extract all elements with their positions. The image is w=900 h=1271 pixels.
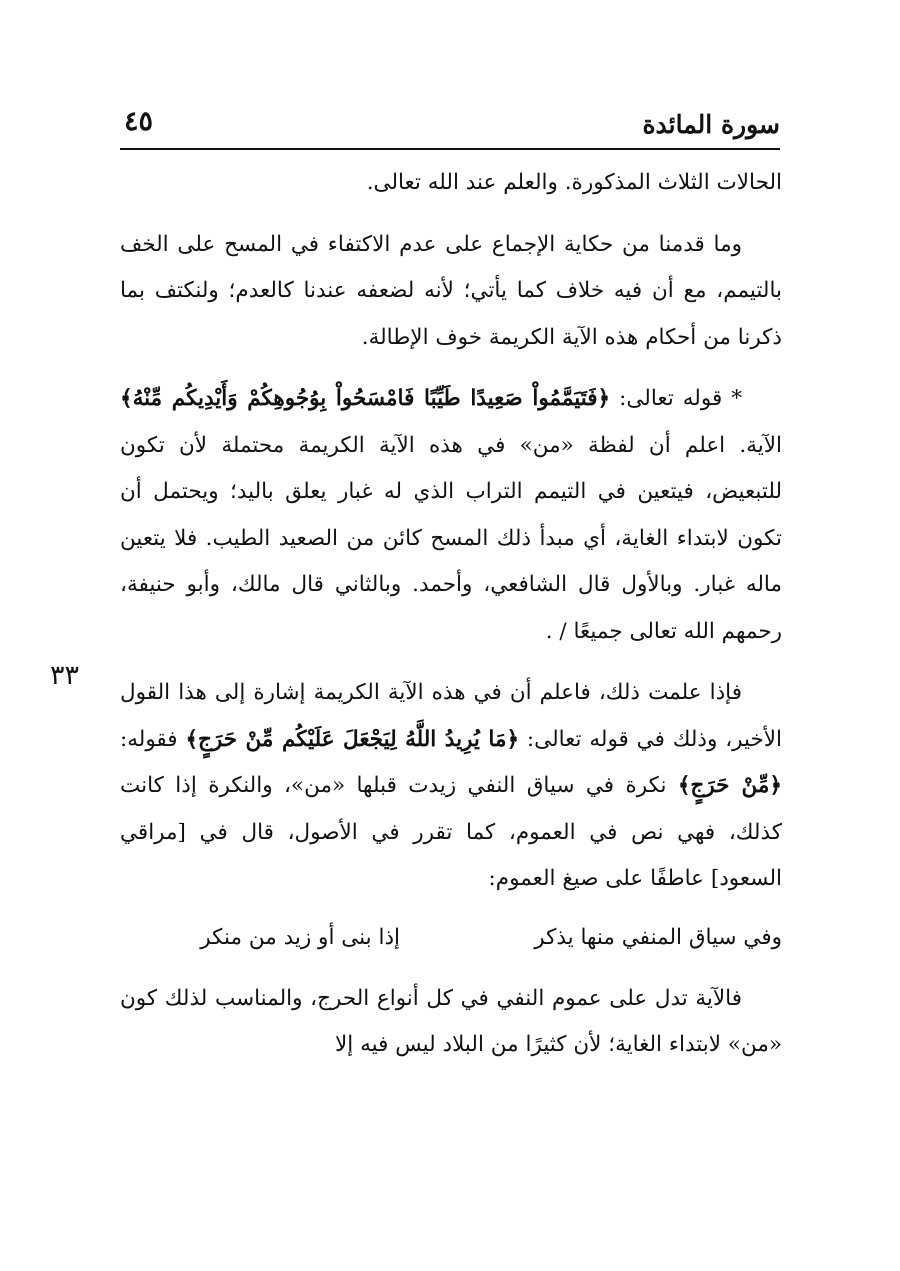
paragraph-4 bbox=[120, 670, 782, 903]
surah-title: سورة المائدة bbox=[642, 110, 780, 139]
quran-verse: ﴿فَتَيَمَّمُواْ صَعِيدًا طَيِّبًا فَامْسَحُواْ بِوُجُوهِكُمْ وَأَيْدِيكُم مِّنْهُ﴾ bbox=[120, 386, 611, 411]
verse-hemistich-2: إذا بنى أو زيد من منكر bbox=[200, 924, 400, 950]
paragraph-3 bbox=[120, 376, 782, 655]
poetry-verse bbox=[120, 915, 782, 961]
paragraph-4-text-c: نكرة في سياق النفي زيدت قبلها «من»، والنكرة إذا كانت كذلك، فهي نص في العموم، كما تقرر في الأصول، قال في [مراقي السعود] عاطفًا على صيغ العموم: bbox=[120, 773, 782, 891]
paragraph-2: وما قدمنا من حكاية الإجماع على عدم الاكتفاء في المسح على الخف بالتيمم، مع أن فيه خلاف كما يأتي؛ لأنه لضعفه عندنا كالعدم؛ ولنكتف بما ذكرنا من أحكام هذه الآية الكريمة خوف الإطالة. bbox=[120, 231, 782, 350]
page-body bbox=[120, 160, 782, 1069]
paragraph-3-text: الآية. اعلم أن لفظة «من» في هذه الآية الكريمة محتملة لأن تكون للتبعيض، فيتعين في التيمم التراب الذي له غبار يعلق باليد؛ ويحتمل أن تكون لابتداء الغاية، أي مبدأ ذلك المسح كائن من الصعيد الطيب. فلا يتعين ماله غبار. وبالأول قال الشافعي، وأحمد. وبالثاني قال مالك، وأبو حنيفة، رحمهم الله تعالى جميعًا / . bbox=[120, 432, 782, 644]
paragraph-4-text-b: فقوله: bbox=[120, 726, 186, 752]
paragraph-4-text-a: فإذا علمت ذلك، فاعلم أن في هذه الآية الكريمة إشارة إلى هذا القول الأخير، وذلك في قوله تعالى: bbox=[120, 680, 783, 752]
page-header bbox=[120, 96, 780, 150]
page-number: ٤٥ bbox=[124, 106, 154, 137]
paragraph-5: فالآية تدل على عموم النفي في كل أنواع الحرج، والمناسب لذلك كون «من» لابتداء الغاية؛ لأن كثيرًا من البلاد ليس فيه إلا bbox=[120, 985, 782, 1057]
margin-number: ٣٣ bbox=[50, 660, 80, 691]
paragraph-3-lead: * قوله تعالى: bbox=[610, 386, 742, 411]
verse-hemistich-1: وفي سياق المنفي منها يذكر bbox=[534, 924, 782, 950]
paragraph-1: الحالات الثلاث المذكورة. والعلم عند الله تعالى. bbox=[366, 170, 782, 195]
quran-verse: ﴿مِّنْ حَرَجٍ﴾ bbox=[677, 773, 782, 798]
quran-verse: ﴿مَا يُرِيدُ اللَّهُ لِيَجْعَلَ عَلَيْكُم مِّنْ حَرَجٍ﴾ bbox=[185, 726, 520, 752]
